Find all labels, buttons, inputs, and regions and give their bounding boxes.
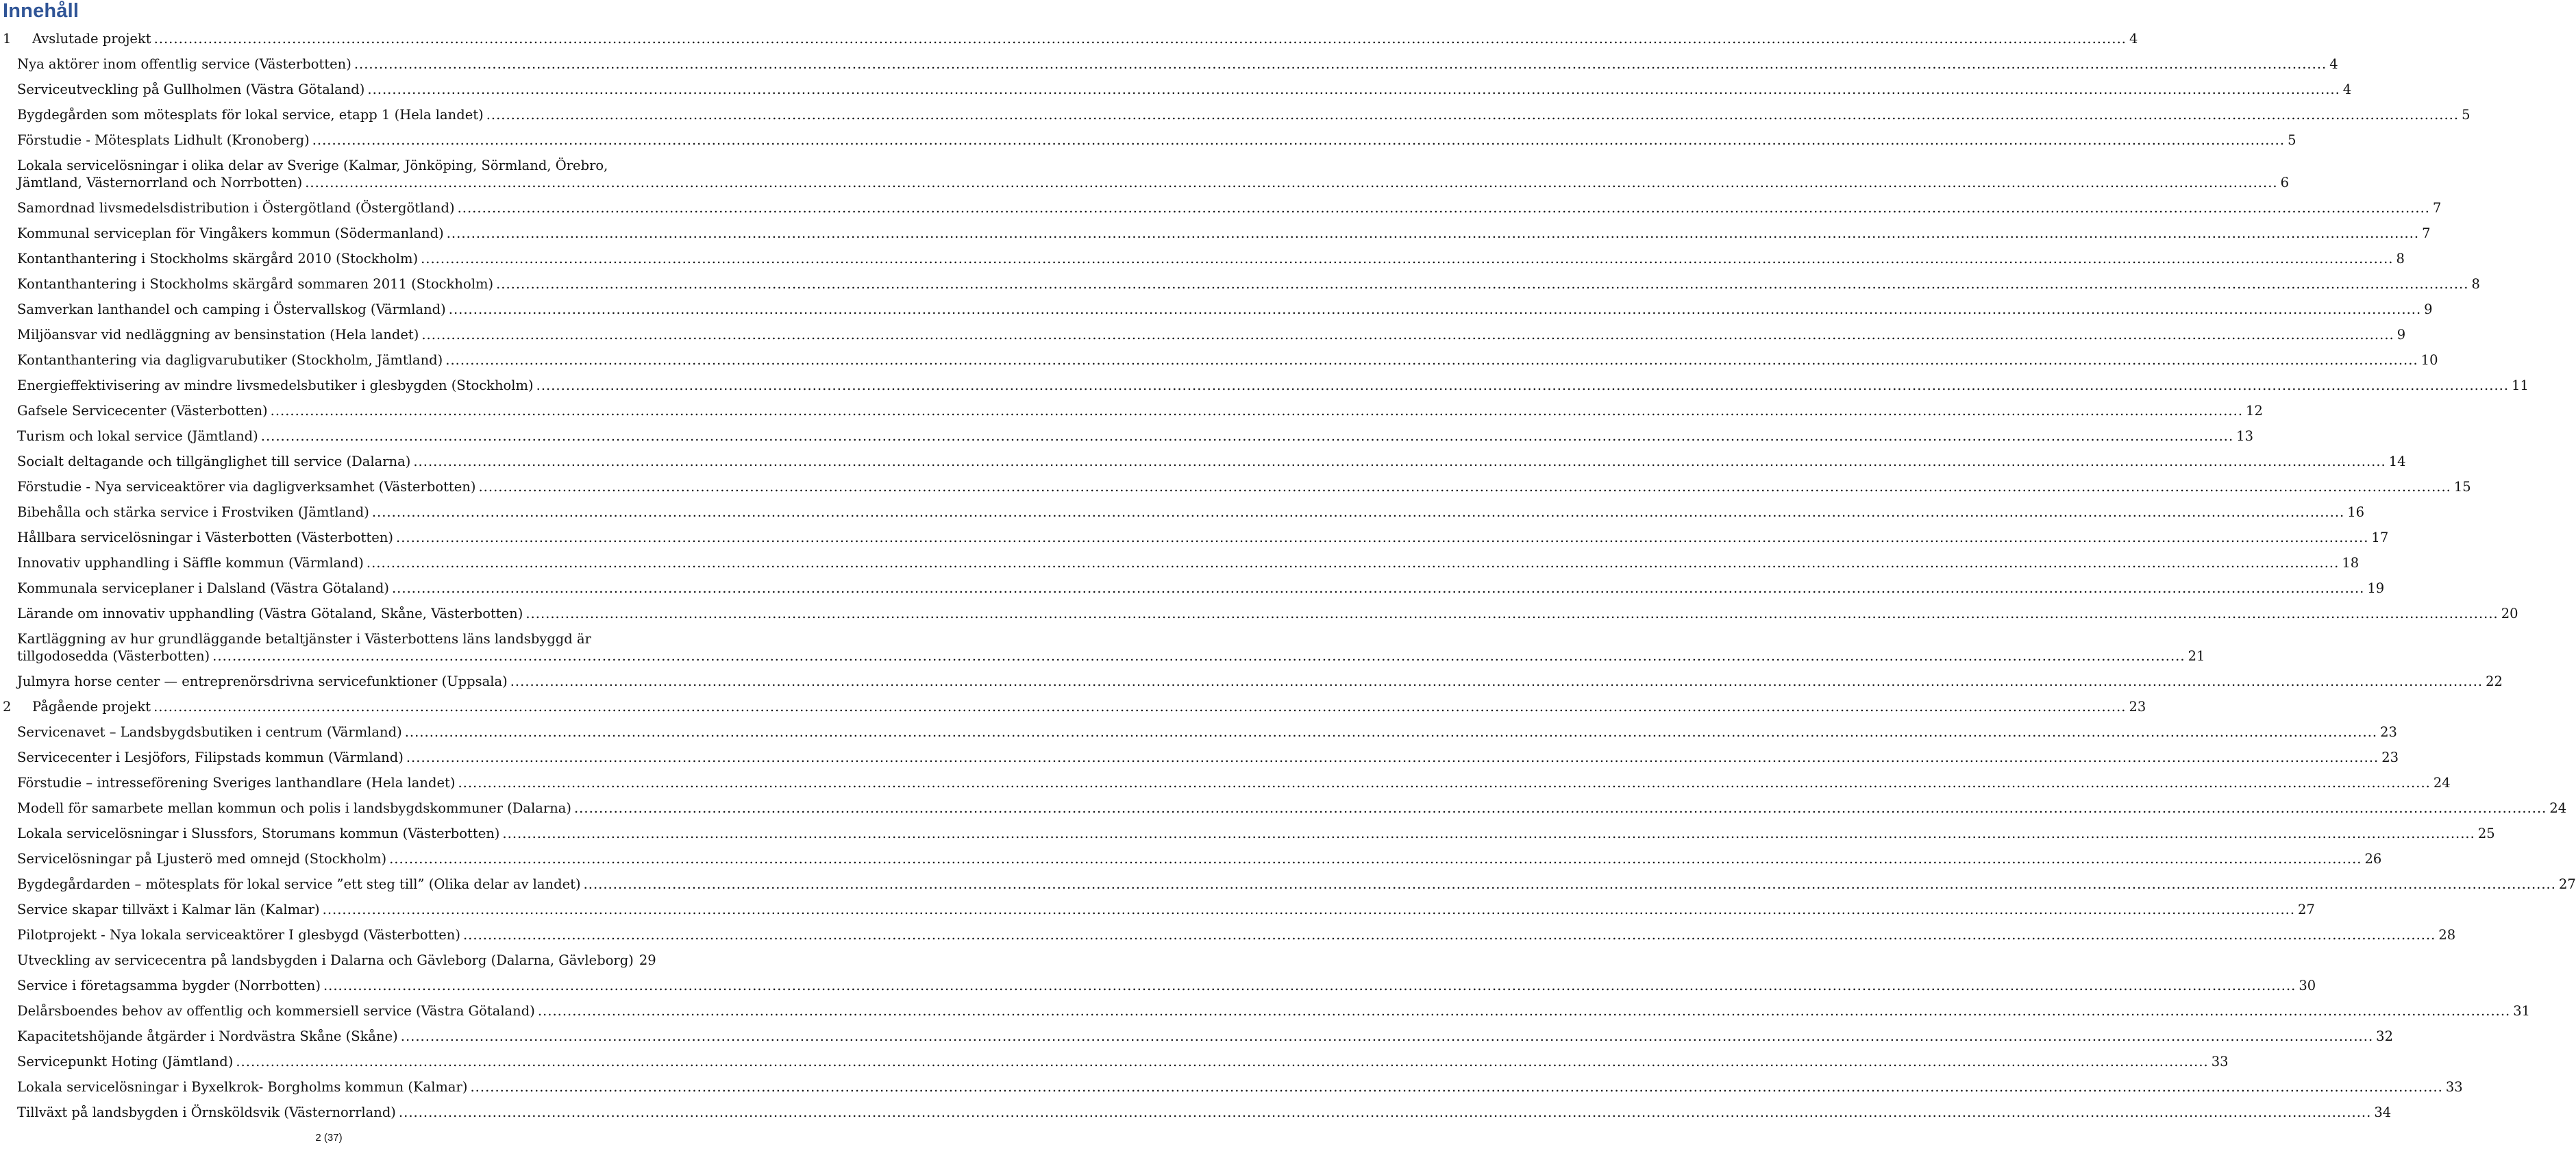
toc-entry[interactable] [0, 529, 2389, 554]
toc-entry-title: Pågående projekt [32, 699, 151, 715]
toc-entry[interactable] [0, 554, 2360, 580]
toc-entry-title: Energieffektivisering av mindre livsmedelsbutiker i glesbygden (Stockholm) [17, 378, 534, 393]
toc-page-number: 28 [2438, 927, 2456, 943]
toc-dot-leader: ................................................................................................................................................................................................................................................................................................................................................................................................................ [396, 530, 2369, 545]
toc-entry[interactable] [0, 157, 2290, 199]
toc-entry[interactable] [0, 901, 2315, 926]
toc-entry-title: Nya aktörer inom offentlig service (Västerbotten) [17, 56, 351, 72]
toc-entry-title: Service i företagsamma bygder (Norrbotten) [17, 978, 321, 993]
toc-entry-title: Kontanthantering i Stockholms skärgård 2010 (Stockholm) [17, 251, 419, 267]
toc-entry-title: Kommunala serviceplaner i Dalsland (Västra Götaland) [17, 580, 389, 596]
toc-dot-leader: ................................................................................................................................................................................................................................................................................................................................................................................................................ [389, 851, 2362, 867]
toc-entry[interactable] [0, 132, 2296, 157]
toc-entry[interactable] [0, 199, 2442, 225]
toc-page-number: 24 [2549, 800, 2567, 816]
toc-entry[interactable] [0, 977, 2316, 1002]
toc-entry[interactable] [0, 250, 2405, 275]
toc-dot-leader: ................................................................................................................................................................................................................................................................................................................................................................................................................ [445, 352, 2418, 368]
toc-entry[interactable] [0, 275, 2480, 301]
toc-entry[interactable] [0, 1104, 2392, 1129]
toc-dot-leader: ................................................................................................................................................................................................................................................................................................................................................................................................................ [478, 479, 2451, 495]
toc-dot-leader: ................................................................................................................................................................................................................................................................................................................................................................................................................ [486, 107, 2460, 123]
toc-page-number: 4 [2342, 82, 2352, 97]
toc-entry-title: Gafsele Servicecenter (Västerbotten) [17, 403, 268, 419]
toc-page-number: 33 [2445, 1079, 2463, 1095]
toc-entry-title: Hållbara servicelösningar i Västerbotten (Västerbotten) [17, 530, 393, 545]
toc-entry[interactable] [0, 952, 658, 977]
toc-entry[interactable] [0, 1053, 2229, 1078]
toc-page-number: 26 [2364, 851, 2382, 867]
toc-entry[interactable] [0, 351, 2438, 377]
toc-entry[interactable] [0, 926, 2456, 952]
toc-page-number: 22 [2486, 674, 2503, 689]
toc-dot-leader: ................................................................................................................................................................................................................................................................................................................................................................................................................ [322, 902, 2296, 917]
toc-page-number: 15 [2453, 479, 2471, 495]
toc-entry-title: Servicenavet – Landsbygdsbutiken i centrum (Värmland) [17, 724, 402, 740]
toc-dot-leader: ................................................................................................................................................................................................................................................................................................................................................................................................................ [153, 699, 2127, 715]
toc-entry-title: Kontanthantering via dagligvarubutiker (Stockholm, Jämtland) [17, 352, 443, 368]
toc-entry-title: Tillväxt på landsbygden i Örnsköldsvik (Västernorrland) [17, 1104, 396, 1120]
toc-page-number: 24 [2433, 775, 2451, 791]
toc-section-number: 2 [3, 699, 12, 715]
toc-entry[interactable] [0, 453, 2406, 478]
toc-entry[interactable] [0, 504, 2365, 529]
toc-entry-title: Servicelösningar på Ljusterö med omnejd (Stockholm) [17, 851, 387, 867]
toc-dot-leader: ................................................................................................................................................................................................................................................................................................................................................................................................................ [458, 775, 2431, 791]
toc-page-number: 17 [2371, 530, 2389, 545]
toc-entry-title: Socialt deltagande och tillgänglighet till service (Dalarna) [17, 454, 411, 469]
toc-page-number: 11 [2512, 378, 2529, 393]
toc-entry-title: Förstudie - Nya serviceaktörer via dagligverksamhet (Västerbotten) [17, 479, 476, 495]
toc-page-number: 7 [2432, 200, 2442, 216]
toc-page-number: 4 [2129, 31, 2138, 47]
toc-page-number: 32 [2376, 1028, 2393, 1044]
toc-section-entry[interactable] [0, 30, 2138, 55]
toc-section-entry[interactable] [0, 698, 2146, 724]
toc-dot-leader: ................................................................................................................................................................................................................................................................................................................................................................................................................ [462, 927, 2436, 943]
toc-section-number: 1 [3, 31, 12, 47]
toc-entry[interactable] [0, 605, 2518, 630]
toc-page-number: 31 [2513, 1003, 2531, 1019]
toc-entry-title-continued: tillgodosedda (Västerbotten) [17, 648, 210, 664]
toc-dot-leader: ................................................................................................................................................................................................................................................................................................................................................................................................................ [367, 82, 2340, 97]
toc-page-number: 34 [2374, 1104, 2392, 1120]
toc-entry[interactable] [0, 876, 2576, 901]
toc-page-number: 12 [2246, 403, 2263, 419]
toc-entry[interactable] [0, 724, 2397, 749]
toc-entry-title: Utveckling av servicecentra på landsbygden i Dalarna och Gävleborg (Dalarna, Gävleborg) [17, 952, 634, 968]
toc-entry[interactable] [0, 800, 2567, 825]
toc-entry[interactable] [0, 1002, 2531, 1028]
toc-dot-leader: ................................................................................................................................................................................................................................................................................................................................................................................................................ [470, 1079, 2443, 1095]
toc-entry-title: Turism och lokal service (Jämtland) [17, 428, 258, 444]
toc-entry-title: Lokala servicelösningar i olika delar av Sverige (Kalmar, Jönköping, Sörmland, Örebro, [17, 158, 608, 173]
toc-entry-title: Samverkan lanthandel och camping i Östervallskog (Värmland) [17, 301, 446, 317]
toc-entry-title-continued: Jämtland, Västernorrland och Norrbotten) [17, 175, 303, 190]
toc-entry-title: Kommunal serviceplan för Vingåkers kommun (Södermanland) [17, 225, 444, 241]
toc-entry-title: Förstudie – intresseförening Sveriges lanthandlare (Hela landet) [17, 775, 456, 791]
toc-page-number: 27 [2298, 902, 2315, 917]
toc-entry-title: Kartläggning av hur grundläggande betaltjänster i Västerbottens läns landsbyggd är [17, 631, 591, 647]
toc-entry[interactable] [0, 478, 2471, 504]
toc-page-number: 7 [2422, 225, 2431, 241]
toc-dot-leader: ................................................................................................................................................................................................................................................................................................................................................................................................................ [413, 454, 2386, 469]
toc-page-number: 13 [2236, 428, 2253, 444]
toc-entry-title: Kontanthantering i Stockholms skärgård sommaren 2011 (Stockholm) [17, 276, 494, 292]
toc-entry-title: Bygdegårdarden – mötesplats för lokal service ”ett steg till” (Olika delar av landet) [17, 876, 581, 892]
toc-entry-title: Samordnad livsmedelsdistribution i Östergötland (Östergötland) [17, 200, 455, 216]
toc-dot-leader: ................................................................................................................................................................................................................................................................................................................................................................................................................ [502, 826, 2475, 841]
page-number-footer: 2 (37) [315, 1132, 343, 1144]
toc-page-number: 4 [2329, 56, 2338, 72]
toc-entry-title: Servicecenter i Lesjöfors, Filipstads kommun (Värmland) [17, 750, 404, 765]
toc-page-number: 9 [2424, 301, 2433, 317]
toc-entry[interactable] [0, 1028, 2393, 1053]
toc-page-number: 9 [2397, 327, 2406, 343]
table-of-contents [0, 30, 2576, 1129]
toc-entry[interactable] [0, 55, 2338, 81]
toc-dot-leader: ................................................................................................................................................................................................................................................................................................................................................................................................................ [270, 403, 2244, 419]
toc-entry[interactable] [0, 630, 2205, 673]
toc-dot-leader: ................................................................................................................................................................................................................................................................................................................................................................................................................ [537, 1003, 2511, 1019]
toc-dot-leader: ................................................................................................................................................................................................................................................................................................................................................................................................................ [371, 504, 2345, 520]
toc-entry-title: Innovativ upphandling i Säffle kommun (Värmland) [17, 555, 364, 571]
toc-entry[interactable] [0, 377, 2529, 402]
toc-entry[interactable] [0, 673, 2503, 698]
toc-dot-leader: ................................................................................................................................................................................................................................................................................................................................................................................................................ [448, 301, 2422, 317]
toc-dot-leader: ................................................................................................................................................................................................................................................................................................................................................................................................................ [153, 31, 2127, 47]
toc-entry-title: Lärande om innovativ upphandling (Västra Götaland, Skåne, Västerbotten) [17, 606, 523, 621]
toc-entry-title: Bibehålla och stärka service i Frostviken (Jämtland) [17, 504, 369, 520]
toc-entry-title: Julmyra horse center — entreprenörsdrivna servicefunktioner (Uppsala) [17, 674, 508, 689]
toc-dot-leader: ................................................................................................................................................................................................................................................................................................................................................................................................................ [366, 555, 2340, 571]
toc-entry[interactable] [0, 580, 2385, 605]
toc-page-number: 16 [2347, 504, 2365, 520]
toc-entry-title: Service skapar tillväxt i Kalmar län (Kalmar) [17, 902, 320, 917]
toc-page-number: 23 [2381, 750, 2399, 765]
toc-heading: Innehåll [3, 0, 79, 22]
toc-dot-leader: ................................................................................................................................................................................................................................................................................................................................................................................................................ [323, 978, 2296, 993]
toc-page-number: 23 [2129, 699, 2146, 715]
toc-page-number: 25 [2477, 826, 2495, 841]
toc-entry-title: Förstudie - Mötesplats Lidhult (Kronoberg) [17, 132, 310, 148]
toc-entry[interactable] [0, 850, 2382, 876]
toc-dot-leader: ................................................................................................................................................................................................................................................................................................................................................................................................................ [573, 800, 2547, 816]
toc-entry-title: Lokala servicelösningar i Byxelkrok- Borgholms kommun (Kalmar) [17, 1079, 468, 1095]
toc-page-number: 5 [2288, 132, 2296, 148]
toc-entry-title: Lokala servicelösningar i Slussfors, Storumans kommun (Västerbotten) [17, 826, 500, 841]
toc-dot-leader: ................................................................................................................................................................................................................................................................................................................................................................................................................ [398, 1104, 2372, 1120]
toc-dot-leader: ................................................................................................................................................................................................................................................................................................................................................................................................................ [496, 276, 2469, 292]
toc-entry-title: Avslutade projekt [32, 31, 151, 47]
toc-entry[interactable] [0, 402, 2263, 428]
toc-entry[interactable] [0, 106, 2470, 132]
toc-entry[interactable] [0, 774, 2451, 800]
toc-entry-title: Kapacitetshöjande åtgärder i Nordvästra Skåne (Skåne) [17, 1028, 398, 1044]
toc-dot-leader: ................................................................................................................................................................................................................................................................................................................................................................................................................ [400, 1028, 2374, 1044]
toc-entry[interactable] [0, 749, 2399, 774]
toc-dot-leader: ................................................................................................................................................................................................................................................................................................................................................................................................................ [236, 1054, 2209, 1070]
toc-dot-leader: ................................................................................................................................................................................................................................................................................................................................................................................................................ [421, 251, 2394, 267]
toc-dot-leader: ................................................................................................................................................................................................................................................................................................................................................................................................................ [457, 200, 2430, 216]
toc-page-number: 27 [2558, 876, 2576, 892]
toc-page-number: 19 [2367, 580, 2385, 596]
toc-entry-title: Bygdegården som mötesplats för lokal service, etapp 1 (Hela landet) [17, 107, 484, 123]
toc-dot-leader: ................................................................................................................................................................................................................................................................................................................................................................................................................ [260, 428, 2234, 444]
toc-page-number: 14 [2388, 454, 2406, 469]
toc-entry-title: Pilotprojekt - Nya lokala serviceaktörer I glesbygd (Västerbotten) [17, 927, 460, 943]
toc-dot-leader: ................................................................................................................................................................................................................................................................................................................................................................................................................ [391, 580, 2365, 596]
toc-entry[interactable] [0, 428, 2253, 453]
toc-dot-leader: ................................................................................................................................................................................................................................................................................................................................................................................................................ [305, 175, 2278, 190]
toc-page-number: 23 [2380, 724, 2397, 740]
toc-dot-leader: ................................................................................................................................................................................................................................................................................................................................................................................................................ [525, 606, 2499, 621]
toc-entry-title: Modell för samarbete mellan kommun och polis i landsbygdskommuner (Dalarna) [17, 800, 571, 816]
toc-page-number: 10 [2420, 352, 2438, 368]
toc-dot-leader: ................................................................................................................................................................................................................................................................................................................................................................................................................ [536, 378, 2510, 393]
toc-page-number: 30 [2299, 978, 2316, 993]
toc-entry-title: Delårsboendes behov av offentlig och kommersiell service (Västra Götaland) [17, 1003, 535, 1019]
toc-dot-leader: ................................................................................................................................................................................................................................................................................................................................................................................................................ [212, 648, 2185, 664]
toc-page-number: 18 [2342, 555, 2360, 571]
toc-dot-leader: ................................................................................................................................................................................................................................................................................................................................................................................................................ [421, 327, 2394, 343]
toc-dot-leader: ................................................................................................................................................................................................................................................................................................................................................................................................................ [510, 674, 2484, 689]
toc-dot-leader: ................................................................................................................................................................................................................................................................................................................................................................................................................ [312, 132, 2286, 148]
toc-entry[interactable] [0, 301, 2433, 326]
toc-dot-leader: ................................................................................................................................................................................................................................................................................................................................................................................................................ [404, 724, 2378, 740]
toc-dot-leader: ................................................................................................................................................................................................................................................................................................................................................................................................................ [354, 56, 2327, 72]
toc-entry-title: Serviceutveckling på Gullholmen (Västra Götaland) [17, 82, 365, 97]
toc-page-number: 5 [2462, 107, 2470, 123]
toc-entry[interactable] [0, 326, 2406, 351]
toc-entry-title: Servicepunkt Hoting (Jämtland) [17, 1054, 234, 1070]
toc-entry[interactable] [0, 1078, 2463, 1104]
toc-page-number: 8 [2471, 276, 2480, 292]
toc-dot-leader: ................................................................................................................................................................................................................................................................................................................................................................................................................ [583, 876, 2556, 892]
toc-dot-leader: ................................................................................................................................................................................................................................................................................................................................................................................................................ [406, 750, 2379, 765]
toc-entry[interactable] [0, 225, 2431, 250]
toc-page-number: 21 [2188, 648, 2205, 664]
toc-entry[interactable] [0, 81, 2352, 106]
toc-page-number: 8 [2396, 251, 2405, 267]
toc-page-number: 29 [639, 952, 656, 968]
toc-page-number: 6 [2280, 175, 2290, 190]
toc-entry-title: Miljöansvar vid nedläggning av bensinstation (Hela landet) [17, 327, 419, 343]
toc-page-number: 20 [2501, 606, 2518, 621]
toc-dot-leader: ................................................................................................................................................................................................................................................................................................................................................................................................................ [446, 225, 2420, 241]
toc-page-number: 33 [2211, 1054, 2229, 1070]
toc-entry[interactable] [0, 825, 2495, 850]
